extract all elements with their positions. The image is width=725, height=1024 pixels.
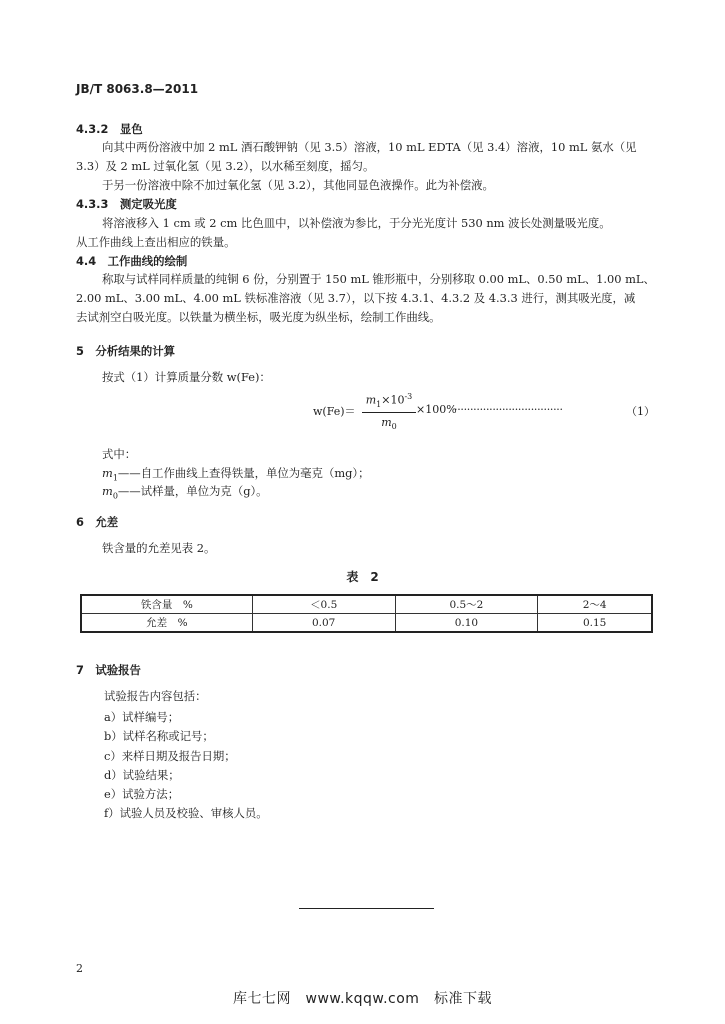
- table-cell: ＜0.5: [252, 595, 395, 614]
- standard-number: JB/T 8063.8—2011: [76, 82, 199, 96]
- s6-text: 铁含量的允差见表 2。: [102, 541, 216, 555]
- end-of-document-rule: [299, 908, 434, 909]
- footer-watermark: 库七七网 www.kqqw.com 标准下载: [233, 991, 492, 1007]
- s44-line2: 2.00 mL、3.00 mL、4.00 mL 铁标准溶液（见 3.7），以下按 4.3.1、4.3.2 及 4.3.3 进行，测其吸光度，减: [76, 291, 636, 305]
- table-cell: 0.07: [252, 614, 395, 633]
- s432-line1: 向其中两份溶液中加 2 mL 酒石酸钾钠（见 3.5）溶液，10 mL EDTA（见 3.4）溶液，10 mL 氨水（见: [102, 140, 637, 154]
- s432-line2: 3.3）及 2 mL 过氧化氢（见 3.2），以水稀至刻度，摇匀。: [76, 159, 375, 173]
- page-number: 2: [76, 962, 83, 975]
- table-2-caption: 表 2: [346, 570, 379, 584]
- s432-line3: 于另一份溶液中除不加过氧化氢（见 3.2），其他同显色液操作。此为补偿液。: [102, 178, 494, 192]
- var-m1-definition: $m_1——$自工作曲线上查得铁量，单位为毫克（mg）；: [102, 466, 370, 483]
- s44-line1: 称取与试样同样质量的纯铜 6 份，分别置于 150 mL 锥形瓶中，分别移取 0.00 mL、0.50 mL、1.00 mL、: [102, 272, 655, 286]
- list-item: e）试验方法；: [104, 787, 180, 801]
- s7-intro: 试验报告内容包括：: [104, 689, 207, 703]
- table-cell: 0.10: [395, 614, 538, 633]
- list-item: a）试样编号；: [104, 710, 180, 724]
- section-4-3-3-title: 4.3.3 测定吸光度: [76, 197, 177, 211]
- table-row: [81, 595, 652, 614]
- formula-rhs: ×100%: [416, 403, 457, 416]
- section-5-title: 5 分析结果的计算: [76, 344, 176, 358]
- var-m0-definition: $m_0——$试样量，单位为克（g）。: [102, 484, 268, 501]
- s5-intro: 按式（1）计算质量分数 w(Fe)：: [102, 370, 271, 384]
- fraction-bar: [362, 412, 416, 413]
- section-7-title: 7 试验报告: [76, 663, 141, 677]
- list-item: f）试验人员及校验、审核人员。: [104, 806, 268, 820]
- section-6-title: 6 允差: [76, 515, 119, 529]
- where-label: 式中：: [102, 447, 137, 461]
- formula-numerator: $m_1\times 10^{-3}$: [365, 392, 413, 409]
- list-item: b）试样名称或记号；: [104, 729, 214, 743]
- table-cell: 铁含量 %: [81, 595, 252, 614]
- table-2: [80, 594, 653, 633]
- s44-line3: 去试剂空白吸光度。以铁量为横坐标，吸光度为纵坐标，绘制工作曲线。: [76, 310, 441, 324]
- table-cell: 允差 %: [81, 614, 252, 633]
- table-cell: 2～4: [538, 595, 652, 614]
- formula-number: （1）: [626, 405, 655, 418]
- formula-leader-dots: ··································: [454, 403, 563, 416]
- s433-line1: 将溶液移入 1 cm 或 2 cm 比色皿中，以补偿液为参比，于分光光度计 530 nm 波长处测量吸光度。: [102, 216, 611, 230]
- list-item: c）来样日期及报告日期；: [104, 749, 236, 763]
- list-item: d）试验结果；: [104, 768, 180, 782]
- s433-line2: 从工作曲线上查出相应的铁量。: [76, 235, 236, 249]
- section-4-4-title: 4.4 工作曲线的绘制: [76, 254, 188, 268]
- formula-denominator: $m_0$: [381, 416, 397, 432]
- formula-lhs: w(Fe)＝: [313, 405, 356, 418]
- section-4-3-2-title: 4.3.2 显色: [76, 122, 143, 136]
- table-cell: 0.5～2: [395, 595, 538, 614]
- table-row: [81, 614, 652, 633]
- table-cell: 0.15: [538, 614, 652, 633]
